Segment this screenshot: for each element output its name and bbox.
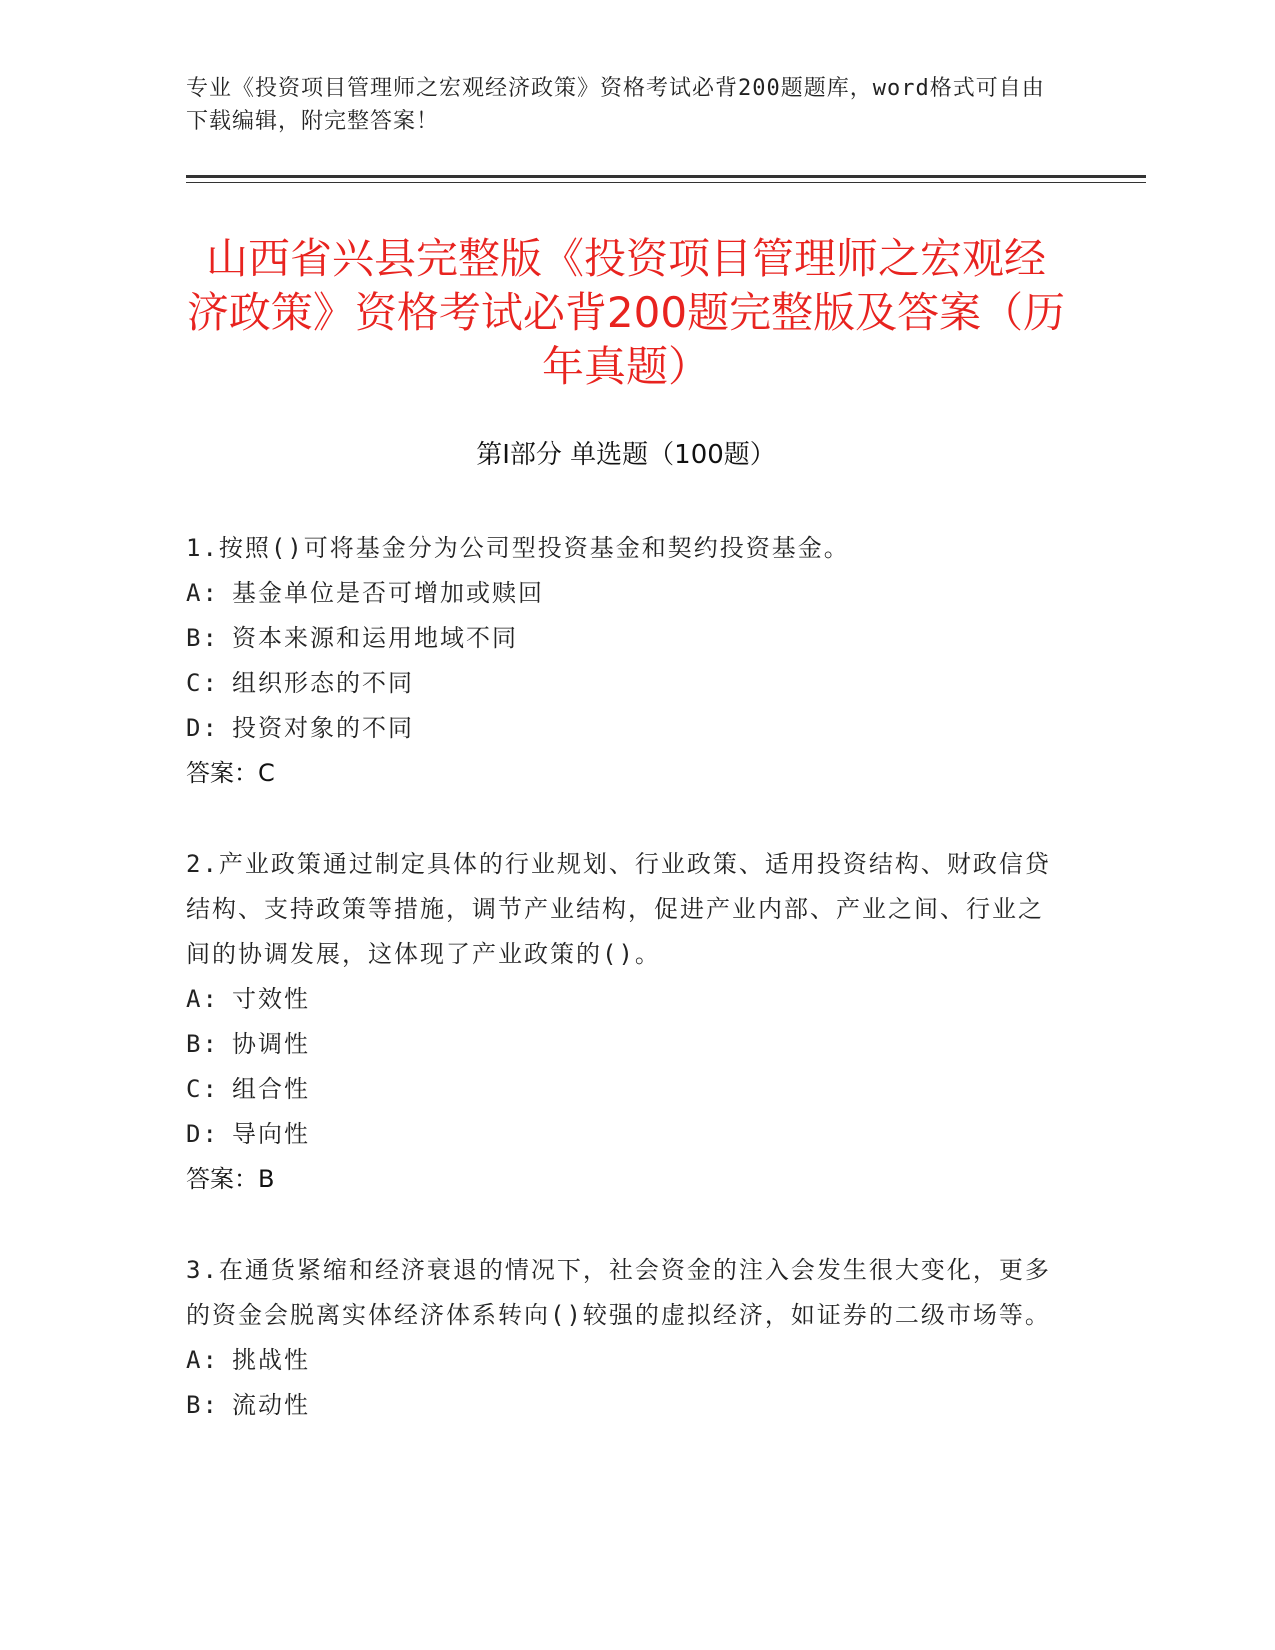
option-b [186,1383,1066,1428]
option-a [186,571,1066,616]
option-letter: A: [186,579,219,607]
question-1 [186,526,1066,796]
option-c [186,661,1066,706]
option-letter: B: [186,624,219,652]
header-note: 专业《投资项目管理师之宏观经济政策》资格考试必背200题题库，word格式可自由下载编辑，附完整答案！ [186,76,1045,134]
option-text: 基金单位是否可增加或赎回 [232,579,544,607]
option-text: 协调性 [232,1030,310,1058]
option-letter: B: [186,1391,219,1419]
question-stem: 2.产业政策通过制定具体的行业规划、行业政策、适用投资结构、财政信贷结构、支持政策等措施，调节产业结构，促进产业内部、产业之间、行业之间的协调发展，这体现了产业政策的()。 [186,850,1051,968]
option-letter: D: [186,1120,219,1148]
question-2 [186,842,1066,1202]
option-letter: C: [186,669,219,697]
option-text: 组合性 [232,1075,310,1103]
option-text: 资本来源和运用地域不同 [232,624,518,652]
option-b [186,1022,1066,1067]
question-stem: 1.按照()可将基金分为公司型投资基金和契约投资基金。 [186,534,850,562]
option-letter: B: [186,1030,219,1058]
option-text: 导向性 [232,1120,310,1148]
option-text: 挑战性 [232,1346,310,1374]
question-list [186,526,1066,1474]
header-divider-thin [186,182,1146,183]
answer-line: 答案：B [186,1165,275,1193]
answer-line: 答案：C [186,759,275,787]
option-a [186,1338,1066,1383]
option-letter: D: [186,714,219,742]
option-c [186,1067,1066,1112]
option-b [186,616,1066,661]
question-stem: 3.在通货紧缩和经济衰退的情况下，社会资金的注入会发生很大变化，更多的资金会脱离实体经济体系转向()较强的虚拟经济，如证券的二级市场等。 [186,1256,1051,1329]
option-text: 寸效性 [232,985,310,1013]
option-d [186,706,1066,751]
option-d [186,1112,1066,1157]
option-text: 组织形态的不同 [232,669,414,697]
option-letter: C: [186,1075,219,1103]
document-title: 山西省兴县完整版《投资项目管理师之宏观经济政策》资格考试必背200题完整版及答案（历年真题） [186,234,1066,391]
option-letter: A: [186,1346,219,1374]
header-divider-thick [186,175,1146,178]
section-title: 第Ⅰ部分 单选题（100题） [476,440,776,470]
question-3 [186,1248,1066,1428]
option-text: 流动性 [232,1391,310,1419]
option-letter: A: [186,985,219,1013]
option-text: 投资对象的不同 [232,714,414,742]
option-a [186,977,1066,1022]
